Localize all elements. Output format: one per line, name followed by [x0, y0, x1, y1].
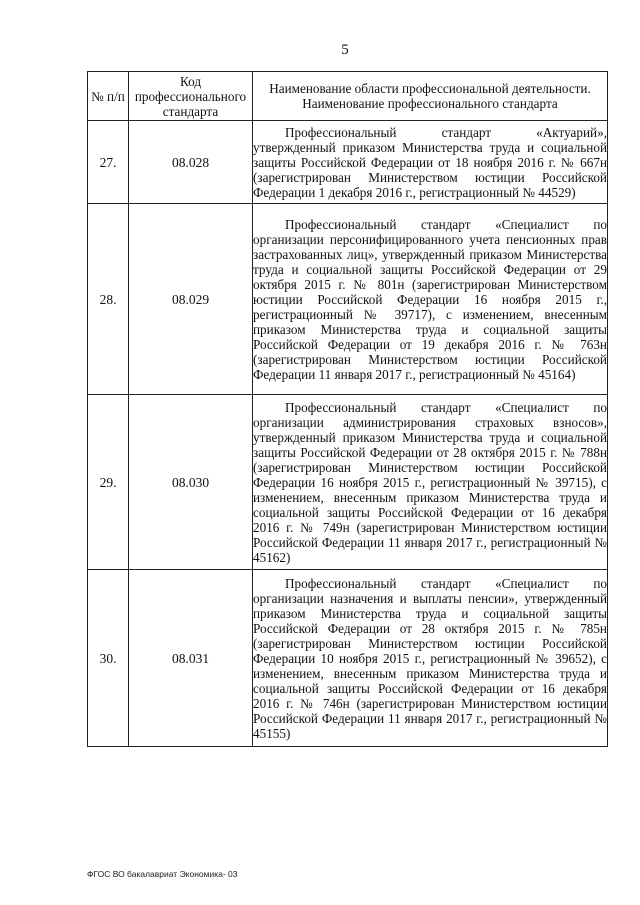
row-number: 27.: [88, 121, 129, 204]
header-number: № п/п: [88, 72, 129, 121]
table-row: [88, 121, 608, 204]
row-number: 30.: [88, 570, 129, 747]
row-code: 08.031: [129, 570, 253, 747]
row-number: 29.: [88, 395, 129, 570]
table-row: [88, 204, 608, 395]
row-standard-name: Профессиональный стандарт «Специалист по организации администрирования страховых взносов», утвержденный приказом Министерства труда и социальной защиты Российской Федерации от 28 октября 2015 г. № 788н (зарегистрирован Министерством юстиции Российской Федерации 16 ноября 2015 г., регистрационный № 39715), с изменением, внесенным приказом Министерства труда и социальной защиты Российской Федерации от 16 декабря 2016 г. № 749н (зарегистрирован Министерством юстиции Российской Федерации 11 января 2017 г., регистрационный № 45162): [253, 395, 608, 570]
professional-standards-table: [87, 71, 608, 747]
row-standard-name: Профессиональный стандарт «Специалист по организации назначения и выплаты пенсии», утвержденный приказом Министерства труда и социальной защиты Российской Федерации от 28 октября 2015 г. № 785н (зарегистрирован Министерством юстиции Российской Федерации 10 ноября 2015 г., регистрационный № 39652), с изменением, внесенным приказом Министерства труда и социальной защиты Российской Федерации от 16 декабря 2016 г. № 746н (зарегистрирован Министерством юстиции Российской Федерации 11 января 2017 г., регистрационный № 45155): [253, 570, 608, 747]
table-row: [88, 395, 608, 570]
row-code: 08.030: [129, 395, 253, 570]
header-code: Код профессионального стандарта: [129, 72, 253, 121]
row-code: 08.029: [129, 204, 253, 395]
table-row: [88, 570, 608, 747]
row-code: 08.028: [129, 121, 253, 204]
page-number: 5: [341, 42, 349, 58]
page-footer: ФГОС ВО бакалавриат Экономика- 03: [87, 869, 238, 879]
table-header-row: [88, 72, 608, 121]
row-standard-name: Профессиональный стандарт «Актуарий», утвержденный приказом Министерства труда и социальной защиты Российской Федерации от 18 ноября 2016 г. № 667н (зарегистрирован Министерством юстиции Российской Федерации 1 декабря 2016 г., регистрационный № 44529): [253, 121, 608, 204]
header-name: Наименование области профессиональной деятельности. Наименование профессионального стандарта: [253, 72, 608, 121]
row-standard-name: Профессиональный стандарт «Специалист по организации персонифицированного учета пенсионных прав застрахованных лиц», утвержденный приказом Министерства труда и социальной защиты Российской Федерации от 29 октября 2015 г. № 801н (зарегистрирован Министерством юстиции Российской Федерации 16 ноября 2015 г., регистрационный № 39717), с изменением, внесенным приказом Министерства труда и социальной защиты Российской Федерации от 19 декабря 2016 г. № 763н (зарегистрирован Министерством юстиции Российской Федерации 11 января 2017 г., регистрационный № 45164): [253, 204, 608, 395]
row-number: 28.: [88, 204, 129, 395]
